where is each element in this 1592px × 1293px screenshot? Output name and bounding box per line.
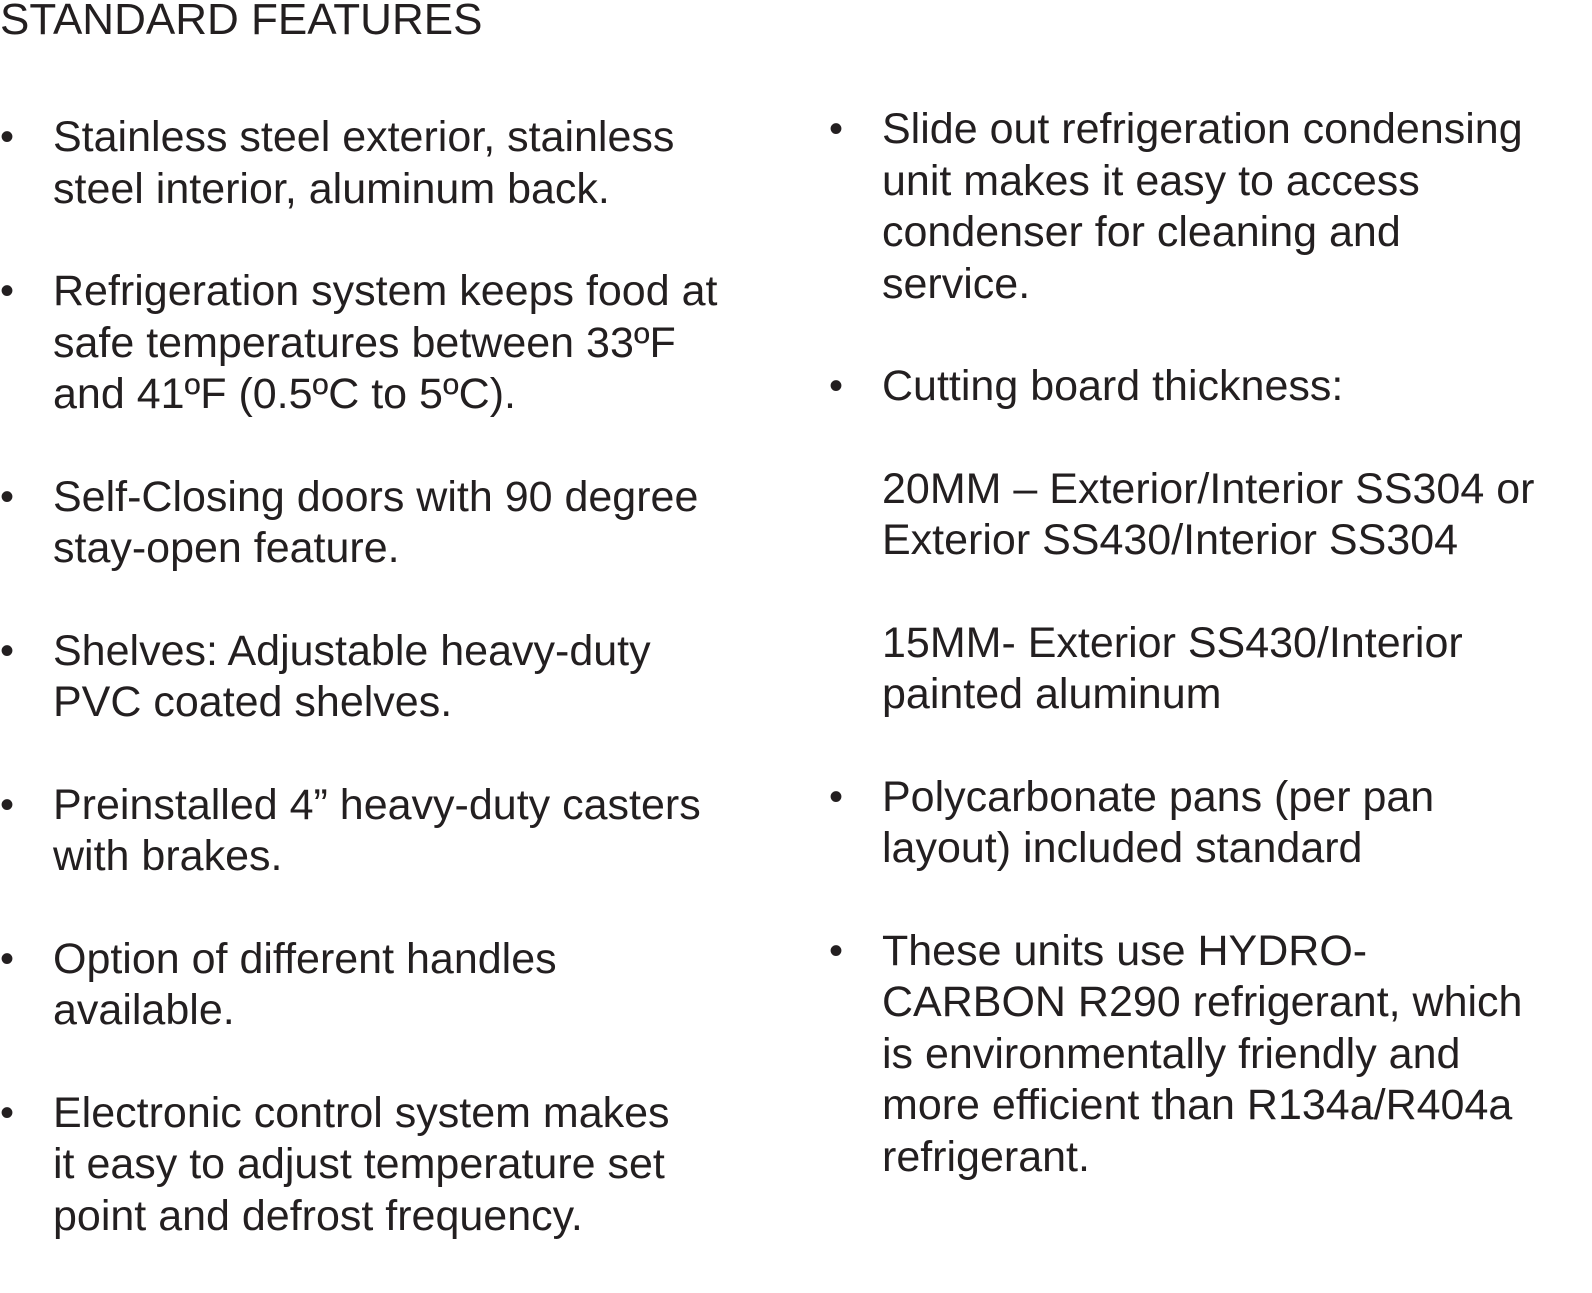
list-item <box>0 266 800 421</box>
bullet-icon: • <box>0 1090 15 1135</box>
feature-text: Refrigeration system keeps food at safe temperatures between 33ºF and 41ºF (0.5ºC to 5ºC). <box>53 267 718 418</box>
feature-text: Option of different handles available. <box>53 934 557 1034</box>
list-item <box>0 626 800 729</box>
feature-text: Preinstalled 4” heavy-duty casters with brakes. <box>53 780 701 880</box>
feature-text: Slide out refrigeration condensing unit makes it easy to access condenser for cleaning and service. <box>882 105 1523 308</box>
features-list-left <box>0 112 800 1293</box>
list-item <box>829 772 1592 875</box>
feature-text: Shelves: Adjustable heavy-duty PVC coated shelves. <box>53 626 651 726</box>
bullet-icon: • <box>0 269 15 313</box>
list-item <box>829 926 1592 1184</box>
bullet-icon: • <box>829 774 844 819</box>
list-item <box>0 472 800 575</box>
cutting-board-option-20mm: 20MM – Exterior/Interior SS304 or Exterior SS430/Interior SS304 <box>882 464 1535 564</box>
list-item <box>829 361 1592 721</box>
bullet-icon: • <box>0 936 15 981</box>
list-item <box>0 934 800 1037</box>
list-item <box>829 104 1592 310</box>
list-item <box>0 1088 800 1243</box>
feature-text: Cutting board thickness: <box>882 362 1344 410</box>
bullet-icon: • <box>829 107 844 151</box>
bullet-icon: • <box>0 115 15 159</box>
feature-text: These units use HYDRO- CARBON R290 refrigerant, which is environmentally friendly and more efficient than R134a/R404a refrigerant. <box>882 926 1523 1181</box>
feature-text: Polycarbonate pans (per pan layout) included standard <box>882 772 1435 872</box>
list-item <box>0 112 800 215</box>
feature-text: Electronic control system makes it easy to adjust temperature set point and defrost frequency. <box>53 1088 670 1240</box>
feature-text: Self-Closing doors with 90 degree stay-open feature. <box>53 472 699 572</box>
features-list-right <box>829 104 1592 1234</box>
cutting-board-option-15mm: 15MM- Exterior SS430/Interior painted aluminum <box>882 618 1463 718</box>
page-title: STANDARD FEATURES <box>0 0 483 44</box>
bullet-icon: • <box>0 628 15 673</box>
bullet-icon: • <box>829 928 844 973</box>
bullet-icon: • <box>0 474 15 519</box>
list-item <box>0 780 800 883</box>
bullet-icon: • <box>0 782 15 827</box>
feature-text: Stainless steel exterior, stainless steel interior, aluminum back. <box>53 113 675 213</box>
bullet-icon: • <box>829 364 844 408</box>
